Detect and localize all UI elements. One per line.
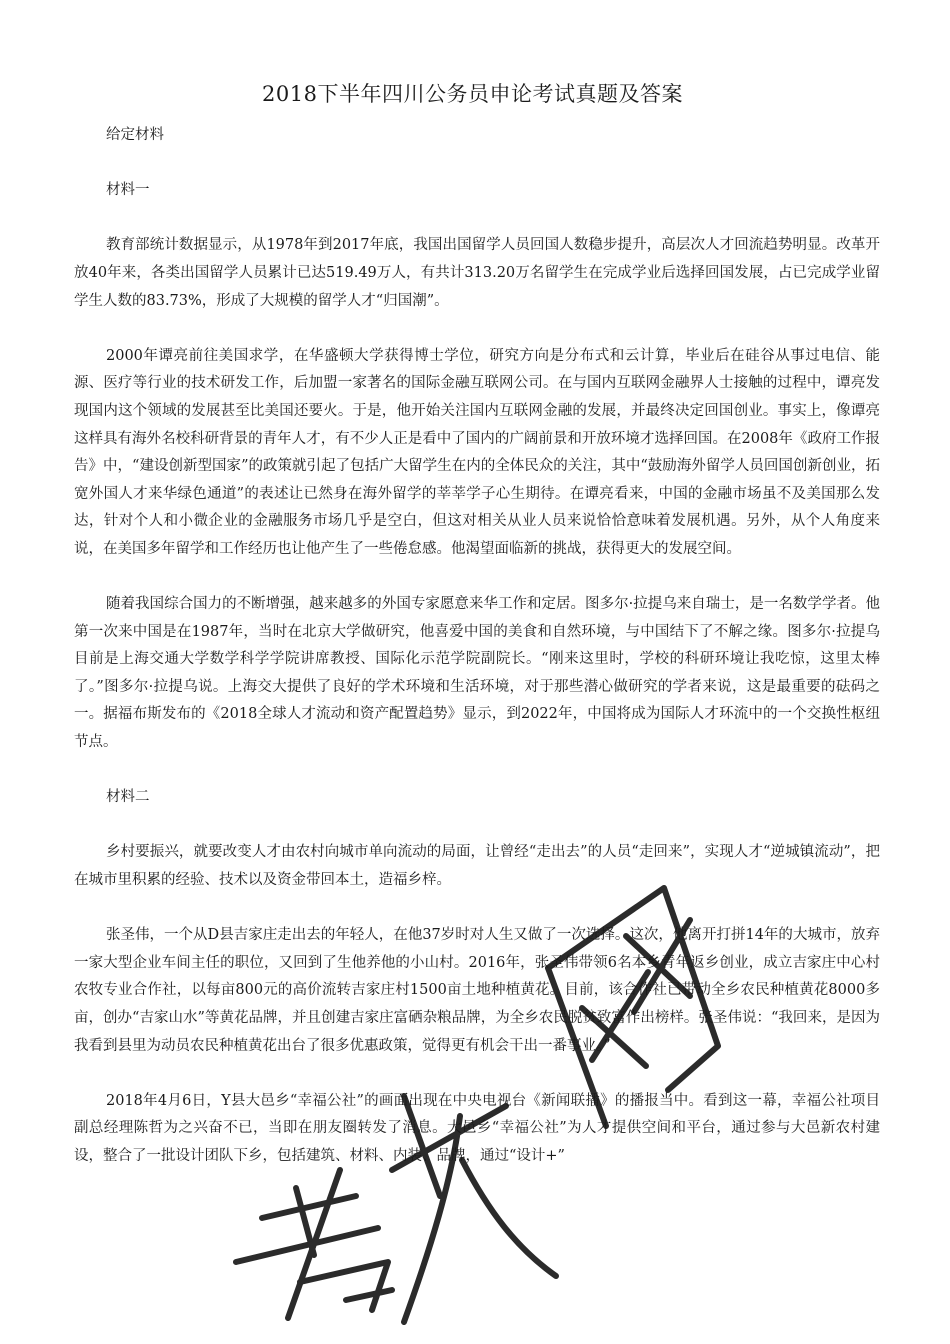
material-2-paragraph-2: 张圣伟，一个从D县吉家庄走出去的年轻人，在他37岁时对人生又做了一次选择。这次，他离开打拼14年的大城市，放弃一家大型企业车间主任的职位，又回到了生他养他的小山村。2016年，张圣伟带领6名本乡青年返乡创业，成立吉家庄中心村农牧专业合作社，以每亩800元的高价流转吉家庄村1500亩土地种植黄花。目前，该合作社已带动全乡农民种植黄花8000多亩，创办“吉家山水”等黄花品牌，并且创建吉家庄富硒杂粮品牌，为全乡农民脱贫致富作出榜样。张圣伟说：“我回来，是因为我看到县里为动员农民种植黄花出台了很多优惠政策，觉得更有机会干出一番事业。” (74, 927, 880, 1054)
material-1-paragraph-1: 教育部统计数据显示，从1978年到2017年底，我国出国留学人员回国人数稳步提升，高层次人才回流趋势明显。改革开放40年来，各类出国留学人员累计已达519.49万人，有共计313.20万名留学生在完成学业后选择回国发展，占已完成学业留学生人数的83.73%，形成了大规模的留学人才“归国潮”。 (74, 237, 880, 309)
material-2-heading: 材料二 (106, 789, 150, 806)
material-1-paragraph-2: 2000年谭亮前往美国求学，在华盛顿大学获得博士学位，研究方向是分布式和云计算，毕业后在硅谷从事过电信、能源、医疗等行业的技术研发工作，后加盟一家著名的国际金融互联网公司。在与国内互联网金融界人士接触的过程中，谭亮发现国内这个领域的发展甚至比美国还要火。于是，他开始关注国内互联网金融的发展，并最终决定回国创业。事实上，像谭亮这样具有海外名校科研背景的青年人才，有不少人正是看中了国内的广阔前景和开放环境才选择回国。在2008年《政府工作报告》中，“建设创新型国家”的政策就引起了包括广大留学生在内的全体民众的关注，其中“鼓励海外留学人员回国创新创业，拓宽外国人才来华绿色通道”的表述让已然身在海外留学的莘莘学子心生期待。在谭亮看来，中国的金融市场虽不及美国那么发达，针对个人和小微企业的金融服务市场几乎是空白，但这对相关从业人员来说恰恰意味着发展机遇。另外，从个人角度来说，在美国多年留学和工作经历也让他产生了一些倦怠感。他渴望面临新的挑战，获得更大的发展空间。 (74, 347, 880, 557)
section-label: 给定材料 (106, 127, 164, 143)
material-2-paragraph-1: 乡村要振兴，就要改变人才由农村向城市单向流动的局面，让曾经“走出去”的人员“走回来”，实现人才“逆城镇流动”，把在城市里积累的经验、技术以及资金带回本土，造福乡梓。 (74, 844, 880, 889)
document-body (74, 122, 880, 1171)
material-1-paragraph-3: 随着我国综合国力的不断增强，越来越多的外国专家愿意来华工作和定居。图多尔·拉提乌来自瑞士，是一名数学学者。他第一次来中国是在1987年，当时在北京大学做研究，他喜爱中国的美食和自然环境，与中国结下了不解之缘。图多尔·拉提乌目前是上海交通大学数学科学学院讲席教授、国际化示范学院副院长。“刚来这里时，学校的科研环境让我吃惊，这里太棒了。”图多尔·拉提乌说。上海交大提供了良好的学术环境和生活环境，对于那些潜心做研究的学者来说，这是最重要的砝码之一。据福布斯发布的《2018全球人才流动和资产配置趋势》显示，到2022年，中国将成为国际人才环流中的一个交换性枢纽节点。 (74, 596, 880, 751)
material-2-paragraph-3: 2018年4月6日，Y县大邑乡“幸福公社”的画面出现在中央电视台《新闻联播》的播报当中。看到这一幕，幸福公社项目副总经理陈哲为之兴奋不已，当即在朋友圈转发了消息。大邑乡“幸福公社”为人才提供空间和平台，通过参与大邑新农村建设，整合了一批设计团队下乡，包括建筑、材料、内装、品牌，通过“设计+” (74, 1092, 880, 1164)
material-1-heading: 材料一 (106, 182, 150, 199)
page-title: 2018下半年四川公务员申论考试真题及答案 (262, 82, 683, 106)
